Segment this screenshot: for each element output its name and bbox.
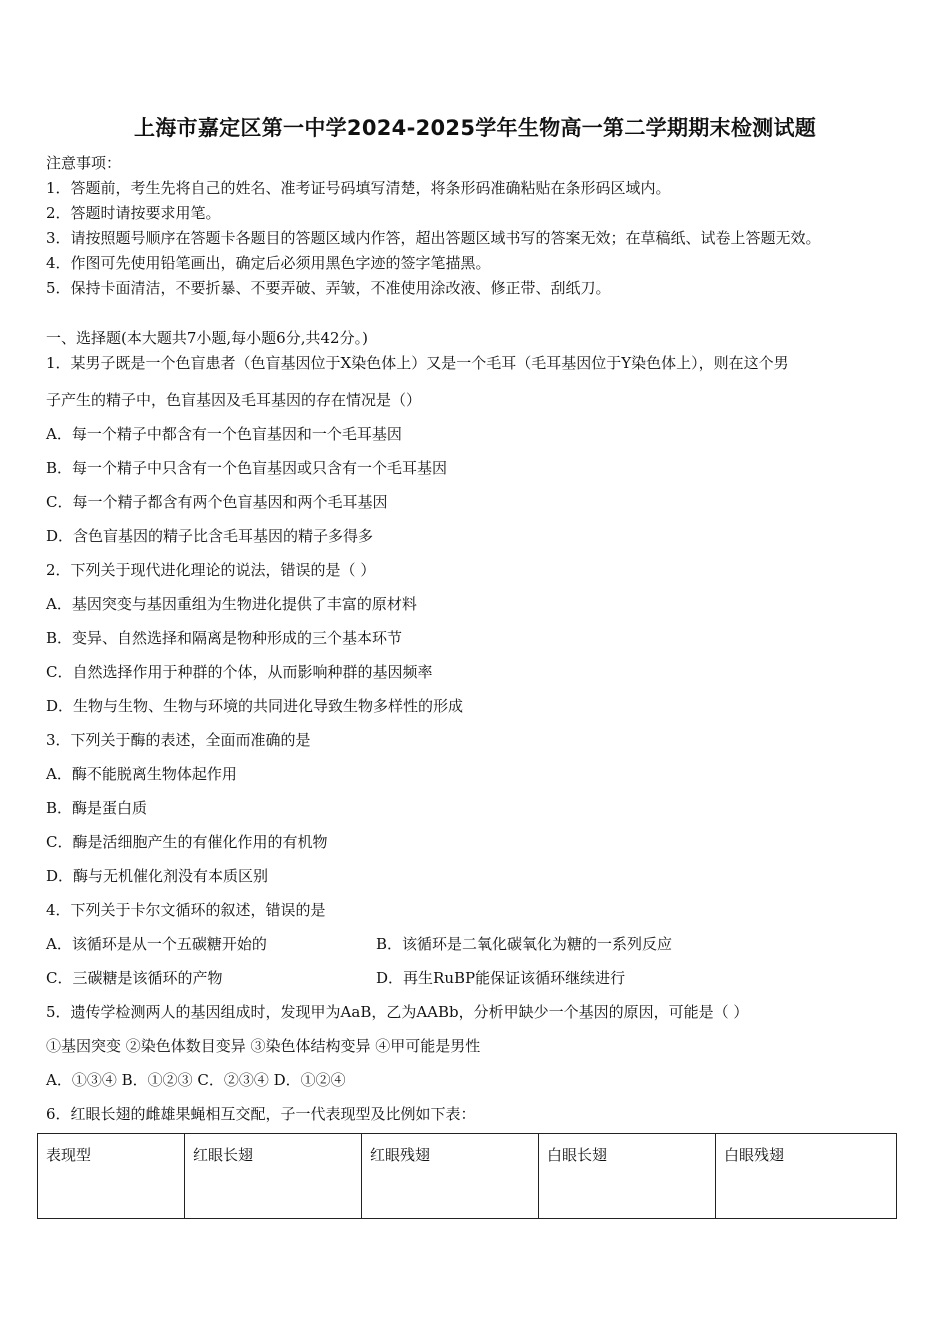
table-header-cell: 白眼长翅 bbox=[539, 1134, 716, 1219]
q4-option-a: A．该循环是从一个五碳糖开始的 bbox=[46, 935, 267, 953]
phenotype-table bbox=[37, 1133, 897, 1219]
q1-stem: 1．某男子既是一个色盲患者（色盲基因位于X染色体上）又是一个毛耳（毛耳基因位于Y染色体上），则在这个男 bbox=[46, 354, 789, 372]
section-heading: 一、选择题(本大题共7小题,每小题6分,共42分。) bbox=[46, 329, 368, 347]
q3-option-d: D．酶与无机催化剂没有本质区别 bbox=[46, 867, 269, 885]
q2-option-d: D．生物与生物、生物与环境的共同进化导致生物多样性的形成 bbox=[46, 697, 464, 715]
q4-stem: 4．下列关于卡尔文循环的叙述，错误的是 bbox=[46, 901, 326, 919]
notice-item: 1．答题前，考生先将自己的姓名、准考证号码填写清楚，将条形码准确粘贴在条形码区域内。 bbox=[46, 179, 671, 197]
q1-stem-cont: 子产生的精子中，色盲基因及毛耳基因的存在情况是（） bbox=[46, 391, 422, 409]
table-row bbox=[38, 1134, 897, 1219]
page-title: 上海市嘉定区第一中学2024-2025学年生物高一第二学期期末检测试题 bbox=[133, 116, 817, 140]
q3-option-a: A．酶不能脱离生物体起作用 bbox=[46, 765, 237, 783]
q4-option-c: C．三碳糖是该循环的产物 bbox=[46, 969, 223, 987]
q5-items: ①基因突变 ②染色体数目变异 ③染色体结构变异 ④甲可能是男性 bbox=[46, 1037, 481, 1055]
notice-item: 2．答题时请按要求用笔。 bbox=[46, 204, 221, 222]
q3-option-c: C．酶是活细胞产生的有催化作用的有机物 bbox=[46, 833, 328, 851]
q1-option-d: D．含色盲基因的精子比含毛耳基因的精子多得多 bbox=[46, 527, 374, 545]
q2-stem: 2．下列关于现代进化理论的说法，错误的是（ ） bbox=[46, 561, 376, 579]
q5-options: A．①③④ B．①②③ C．②③④ D．①②④ bbox=[46, 1071, 346, 1089]
q2-option-b: B．变异、自然选择和隔离是物种形成的三个基本环节 bbox=[46, 629, 403, 647]
table-header-cell: 表现型 bbox=[38, 1134, 185, 1219]
q2-option-a: A．基因突变与基因重组为生物进化提供了丰富的原材料 bbox=[46, 595, 417, 613]
q1-option-b: B．每一个精子中只含有一个色盲基因或只含有一个毛耳基因 bbox=[46, 459, 448, 477]
q1-option-a: A．每一个精子中都含有一个色盲基因和一个毛耳基因 bbox=[46, 425, 402, 443]
q6-stem: 6．红眼长翅的雌雄果蝇相互交配，子一代表现型及比例如下表： bbox=[46, 1105, 476, 1123]
q3-stem: 3．下列关于酶的表述，全面而准确的是 bbox=[46, 731, 311, 749]
q3-option-b: B．酶是蛋白质 bbox=[46, 799, 148, 817]
q1-option-c: C．每一个精子都含有两个色盲基因和两个毛耳基因 bbox=[46, 493, 388, 511]
table-header-cell: 白眼残翅 bbox=[716, 1134, 897, 1219]
q4-option-b: B．该循环是二氧化碳氧化为糖的一系列反应 bbox=[376, 935, 673, 953]
q4-option-d: D．再生RuBP能保证该循环继续进行 bbox=[376, 969, 626, 987]
q2-option-c: C．自然选择作用于种群的个体，从而影响种群的基因频率 bbox=[46, 663, 433, 681]
table-header-cell: 红眼长翅 bbox=[185, 1134, 362, 1219]
notice-heading: 注意事项： bbox=[46, 154, 122, 172]
q5-stem: 5．遗传学检测两人的基因组成时，发现甲为AaB，乙为AABb，分析甲缺少一个基因的原因，可能是（ ） bbox=[46, 1003, 749, 1021]
notice-item: 5．保持卡面清洁，不要折暴、不要弄破、弄皱，不准使用涂改液、修正带、刮纸刀。 bbox=[46, 279, 611, 297]
notice-item: 3．请按照题号顺序在答题卡各题目的答题区域内作答，超出答题区域书写的答案无效；在草稿纸、试卷上答题无效。 bbox=[46, 229, 821, 247]
table-header-cell: 红眼残翅 bbox=[362, 1134, 539, 1219]
notice-item: 4．作图可先使用铅笔画出，确定后必须用黑色字迹的签字笔描黑。 bbox=[46, 254, 491, 272]
